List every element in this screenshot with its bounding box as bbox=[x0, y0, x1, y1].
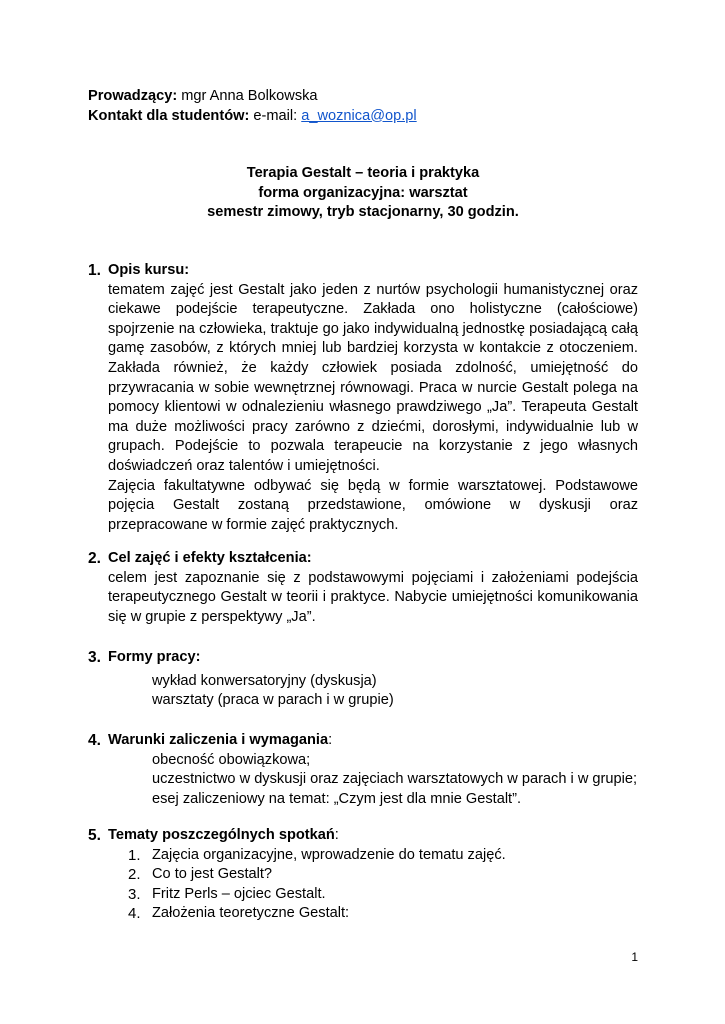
topic-number: 1. bbox=[128, 846, 141, 864]
list-item: obecność obowiązkowa; bbox=[152, 751, 311, 768]
topic-text: Fritz Perls – ojciec Gestalt. bbox=[152, 885, 326, 902]
topics-list bbox=[128, 846, 648, 924]
teacher-value: mgr Anna Bolkowska bbox=[177, 88, 318, 104]
list-item: warsztaty (praca w parach i w grupie) bbox=[152, 692, 394, 709]
list-item: wykład konwersatoryjny (dyskusja) bbox=[152, 672, 377, 689]
section-5 bbox=[88, 826, 648, 924]
course-form: forma organizacyjna: warsztat bbox=[258, 184, 468, 201]
topic-item bbox=[128, 885, 648, 905]
course-semester: semestr zimowy, tryb stacjonarny, 30 godzin. bbox=[207, 204, 519, 221]
teacher-line bbox=[88, 87, 648, 107]
section-paragraph: celem jest zapoznanie się z podstawowymi pojęciami i założeniami podejścia terapeutycznego Gestalt w teorii i praktyce. Nabycie umiejętności komunikowania się w grupie z perspektywy „Ja”. bbox=[108, 569, 638, 625]
section-title-suffix: : bbox=[334, 827, 339, 843]
section-title: Opis kursu: bbox=[108, 262, 190, 278]
section-title: Cel zajęć i efekty kształcenia: bbox=[108, 550, 312, 566]
section-title-text: Tematy poszczególnych spotkań bbox=[108, 827, 335, 843]
section-title bbox=[108, 826, 648, 846]
section-number: 5. bbox=[88, 827, 101, 844]
section-paragraph: Zajęcia fakultatywne odbywać się będą w formie warsztatowej. Podstawowe pojęcia Gestalt zostaną przedstawione, omówione w dyskusji oraz przepracowane w formie zajęć praktycznych. bbox=[108, 477, 638, 533]
section-title: Formy pracy: bbox=[108, 649, 201, 665]
contact-prefix: e-mail: bbox=[249, 107, 302, 124]
page-number: 1 bbox=[631, 950, 638, 964]
topic-number: 2. bbox=[128, 866, 141, 884]
topic-item bbox=[128, 904, 648, 924]
topic-text: Założenia teoretyczne Gestalt: bbox=[152, 905, 350, 922]
section-number: 4. bbox=[88, 732, 101, 749]
section-title bbox=[108, 731, 648, 751]
section-number: 1. bbox=[88, 262, 101, 279]
topic-text: Co to jest Gestalt? bbox=[152, 866, 273, 883]
topic-text: Zajęcia organizacyjne, wprowadzenie do tematu zajęć. bbox=[152, 846, 506, 863]
section-2 bbox=[88, 549, 648, 627]
contact-line bbox=[88, 107, 648, 127]
course-title-block bbox=[88, 164, 638, 223]
requirements-list bbox=[152, 751, 648, 810]
topic-number: 3. bbox=[128, 885, 141, 903]
topic-number: 4. bbox=[128, 905, 141, 923]
section-title-text: Warunki zaliczenia i wymagania bbox=[108, 732, 329, 748]
topic-item bbox=[128, 846, 648, 866]
work-forms-list bbox=[152, 672, 648, 711]
section-1 bbox=[88, 261, 648, 535]
contact-email-link[interactable]: a_woznica@op.pl bbox=[301, 107, 417, 124]
teacher-label: Prowadzący: bbox=[88, 88, 178, 104]
list-item: uczestnictwo w dyskusji oraz zajęciach warsztatowych w parach i w grupie; bbox=[152, 771, 638, 788]
topic-item bbox=[128, 865, 648, 885]
section-number: 3. bbox=[88, 649, 101, 666]
section-title-suffix: : bbox=[328, 732, 333, 748]
contact-label: Kontakt dla studentów: bbox=[88, 107, 250, 124]
section-paragraph: tematem zajęć jest Gestalt jako jeden z nurtów psychologii humanistycznej oraz ciekawe podejście terapeutyczne. Zakłada ono holistyczne (całościowe) spojrzenie na człowieka, traktuje go jako indywidualną jednostkę posiadającą całą gamę zasobów, z których mniej lub bardziej korzysta w kontakcie z otoczeniem. Zakłada również, że każdy człowiek posiada zdolność, umiejętność do przywracania w sobie wewnętrznej równowagi. Praca w nurcie Gestalt polega na pomocy klientowi w odnalezieniu własnego prawdziwego „Ja”. Terapeuta Gestalt ma duże możliwości pracy zarówno z dziećmi, dorosłymi, indywidualnie lub w grupach. Podejście to pozwala terapeucie na korzystanie z jego własnych doświadczeń oraz talentów i umiejętności. bbox=[108, 281, 638, 474]
section-number: 2. bbox=[88, 550, 101, 567]
section-4 bbox=[88, 731, 648, 809]
document-header bbox=[88, 87, 648, 126]
list-item: esej zaliczeniowy na temat: „Czym jest dla mnie Gestalt”. bbox=[152, 790, 522, 807]
section-3 bbox=[88, 648, 648, 711]
course-title: Terapia Gestalt – teoria i praktyka bbox=[246, 165, 480, 181]
